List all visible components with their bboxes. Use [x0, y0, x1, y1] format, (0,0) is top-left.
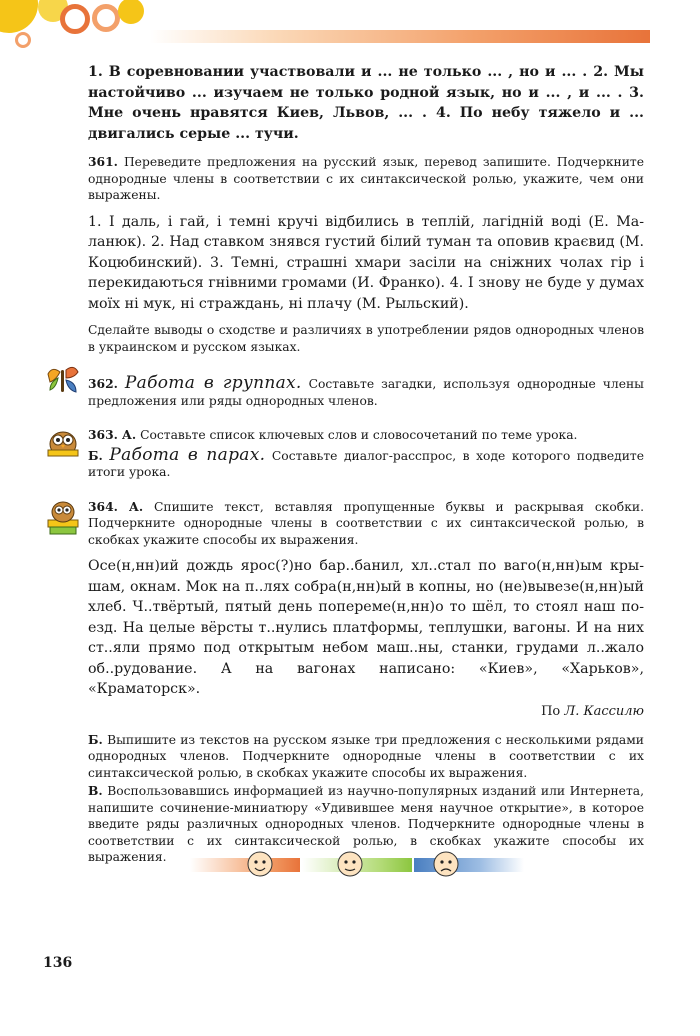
exercise-text-top: 1. В соревновании участвовали и ... не только ... , но и ... . 2. Мы настойчиво ... изучаем не только родной язык, но и ... , и ... . 3. Мне очень нравятся Киев, Львов, ... . 4. По небу тяжело и ... двигались серые ... тучи.	[88, 64, 644, 142]
task-number: 362.	[88, 376, 118, 391]
owl-icon	[46, 424, 80, 456]
passage-attribution	[88, 702, 644, 722]
task-instruction: Составьте список ключевых слов и словосочетаний по теме урока.	[140, 428, 578, 442]
group-work-label: Работа в группах.	[124, 373, 302, 393]
task-number: 361.	[88, 154, 118, 169]
attribution-prefix: По	[541, 703, 561, 719]
exercise-passage: Осе(н,нн)ий дождь ярос(?)но бар..банил, хл..стал по ваго(н,нн)ым крышам, окнам. Мок на п..лях собра(н,нн)ый в копны, но (не)вывезе(н,нн)ый хлеб. Ч..твёртый, пятый день попереме(н,нн)о то шёл, то стоял наш поезд. На целые вёрсты т..нулись платформы, теплушки, вагоны. И на них ст..яли прямо под открытым небом маш..ны, станки, грудами л..жало об..рудование. А на вагонах написано: «Киев», «Харьков», «Краматорск».	[88, 558, 644, 697]
task-363-a	[88, 427, 644, 444]
decor-circle	[92, 4, 120, 32]
decor-circle	[15, 32, 31, 48]
task-361	[88, 154, 644, 204]
attribution-author: Л. Кассилю	[564, 703, 644, 719]
header-decoration	[0, 0, 700, 60]
task-364-a	[88, 499, 644, 549]
task-363-b	[88, 444, 644, 481]
part-label: А.	[128, 498, 144, 514]
decor-circle	[0, 0, 38, 33]
part-label: В.	[88, 783, 103, 798]
task-instruction: Выпишите из текстов на русском языке три предложения с несколькими рядами однородных членов. Подчеркните однородные члены в соответствии с их синтаксической ролью, в скобках укажите способы их выражения.	[88, 732, 644, 780]
task-conclusion: Сделайте выводы о сходстве и различиях в употреблении рядов однородных членов в украинском и русском языках.	[88, 323, 644, 354]
page-number: 136	[43, 955, 73, 971]
task-number: 364.	[88, 498, 118, 514]
footer-decoration	[190, 850, 530, 878]
page-content	[88, 62, 644, 866]
ukrainian-sentences: 1. І даль, і гай, і темні кручі відбились в теплій, лагідній воді (Е. Маланюк). 2. Над ставком знявся густий білий туман та оповив краєвид (М. Коцюбинский). 3. Темні, страшні хмари засіли на сніжних чолах гір і перекидаються гнівними громами (И. Франко). 4. І знову не буде у думах моїх ні мук, ні страждань, ні плачу (М. Рыльский).	[88, 213, 644, 312]
butterflies-icon	[46, 364, 80, 396]
header-bar	[150, 30, 650, 43]
decor-circle	[118, 0, 144, 24]
task-364-b	[88, 732, 644, 782]
task-instruction: Составьте загадки, используя однородные члены предложения или ряды однородных членов.	[88, 377, 644, 408]
task-instruction: Спишите текст, вставляя пропущенные буквы и раскрывая скобки. Подчеркните однородные члены в соответствии с их синтаксической ролью, в скобках укажите способы их выражения.	[88, 499, 645, 547]
task-instruction: Переведите предложения на русский язык, перевод запишите. Подчеркните однородные члены в соответствии с их синтаксической ролью, укажите, чем они выражены.	[88, 155, 644, 202]
part-label: Б.	[88, 447, 103, 463]
face-icons	[190, 850, 530, 878]
task-instruction: Воспользовавшись информацией из научно-популярных изданий или Интернета, напишите сочинение-миниатюру «Удивившее меня научное открытие», в которое введите ряды различных однородных членов. Подчеркните однородные члены в соответствии с их синтаксической ролью, в скобках укажите способы их выражения.	[88, 784, 644, 864]
pair-work-label: Работа в парах.	[109, 444, 266, 465]
decor-circle	[60, 4, 90, 34]
part-label: Б.	[88, 731, 103, 747]
task-number: 363.	[88, 427, 118, 442]
owl-books-icon	[46, 500, 80, 532]
task-instruction: Составьте диалог-расспрос, в ходе которого подведите итоги урока.	[88, 448, 644, 479]
part-label: А.	[121, 427, 137, 442]
task-362	[88, 375, 644, 409]
